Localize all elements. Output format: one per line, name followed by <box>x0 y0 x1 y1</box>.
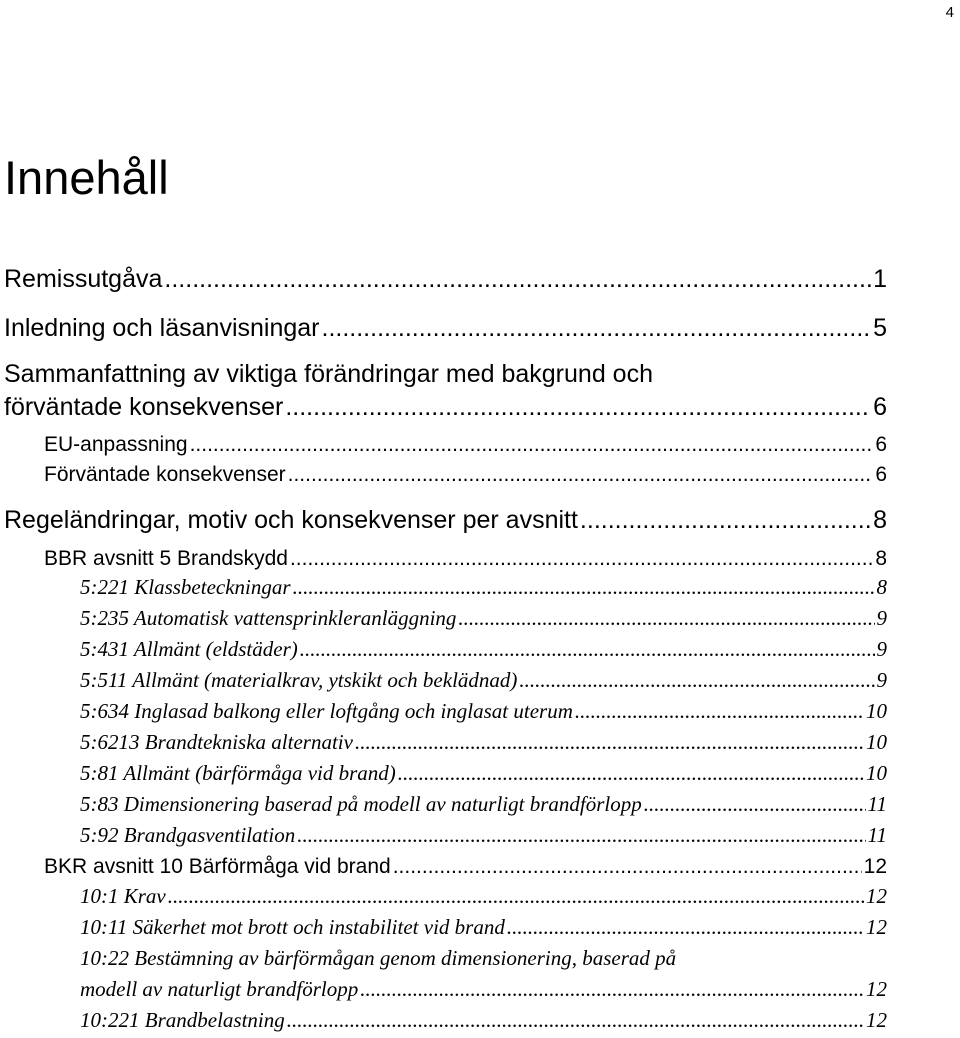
page-title: Innehåll <box>4 151 169 204</box>
toc-entry[interactable] <box>4 309 887 341</box>
toc-entry-page: 5 <box>873 314 887 342</box>
toc-entry-title: 5:221 Klassbeteckningar <box>80 575 291 599</box>
toc-leader-dots <box>580 508 871 533</box>
toc-entry-title: 5:81 Allmänt (bärförmåga vid brand) <box>80 761 396 785</box>
toc-entry-page: 6 <box>875 463 887 486</box>
toc-entry[interactable] <box>80 906 887 938</box>
toc-leader-dots <box>287 1010 864 1031</box>
toc-entry-title: 10:221 Brandbelastning <box>80 1008 285 1032</box>
toc-leader-dots <box>300 639 875 660</box>
toc-entry-title: 5:83 Dimensionering baserad på modell av naturligt brandförlopp <box>80 792 642 816</box>
toc-entry-page: 10 <box>866 730 887 754</box>
toc-entry-page: 11 <box>867 792 887 816</box>
toc-entry-page: 12 <box>863 855 887 878</box>
toc-entry[interactable] <box>80 783 887 815</box>
toc-entry-title: modell av naturligt brandförlopp <box>80 977 359 1001</box>
toc-entry[interactable] <box>80 690 887 722</box>
toc-leader-dots <box>168 886 864 907</box>
toc-entry-page: 10 <box>866 761 887 785</box>
toc-entry-title: 5:431 Allmänt (eldstäder) <box>80 637 298 661</box>
toc-entry[interactable] <box>4 260 887 292</box>
toc-entry-title: förväntade konsekvenser <box>4 393 284 421</box>
toc-entry-page: 1 <box>873 265 887 293</box>
toc-entry-title: BBR avsnitt 5 Brandskydd <box>44 547 288 570</box>
toc-entry-title: 10:1 Krav <box>80 884 166 908</box>
toc-entry-title: 10:22 Bestämning av bärförmågan genom dimensionering, baserad på <box>80 946 677 970</box>
toc-entry-page: 8 <box>876 575 887 599</box>
toc-leader-dots <box>398 763 864 784</box>
toc-entry[interactable] <box>80 814 887 846</box>
toc-entry[interactable] <box>80 937 887 969</box>
toc-leader-dots <box>288 464 874 485</box>
toc-entry-page: 6 <box>875 433 887 456</box>
toc-entry-page: 12 <box>866 915 887 939</box>
toc-entry-title: 5:235 Automatisk vattensprinkleranläggning <box>80 606 457 630</box>
toc-entry-title: Sammanfattning av viktiga förändringar med bakgrund och <box>4 360 653 388</box>
toc-entry-title: 5:92 Brandgasventilation <box>80 823 296 847</box>
toc-entry-page: 9 <box>876 606 887 630</box>
toc-leader-dots <box>575 701 864 722</box>
toc-entry-page: 10 <box>866 699 887 723</box>
toc-leader-dots <box>507 917 864 938</box>
toc-entry[interactable] <box>80 597 887 629</box>
toc-entry-page: 11 <box>867 823 887 847</box>
toc-leader-dots <box>644 794 866 815</box>
toc-entry[interactable] <box>4 501 887 533</box>
toc-entry-title: EU-anpassning <box>44 433 188 456</box>
toc-entry[interactable] <box>80 875 887 907</box>
toc-leader-dots <box>297 825 865 846</box>
toc-leader-dots <box>519 670 874 691</box>
toc-leader-dots <box>393 856 862 877</box>
toc-leader-dots <box>164 267 871 292</box>
toc-entry[interactable] <box>44 537 887 569</box>
toc-entry-page: 9 <box>876 637 887 661</box>
toc-entry[interactable] <box>4 355 887 387</box>
toc-entry-title: 5:634 Inglasad balkong eller loftgång och inglasat uterum <box>80 699 573 723</box>
toc-entry-title: 5:511 Allmänt (materialkrav, ytskikt och beklädnad) <box>80 668 518 692</box>
toc-leader-dots <box>355 732 864 753</box>
toc-entry[interactable] <box>80 628 887 660</box>
toc-entry[interactable] <box>80 566 887 598</box>
toc-entry-title: Remissutgåva <box>4 265 163 293</box>
toc-entry-page: 12 <box>866 977 887 1001</box>
toc-entry[interactable] <box>44 423 887 455</box>
toc-entry[interactable] <box>80 999 887 1031</box>
toc-leader-dots <box>360 979 864 1000</box>
toc-entry[interactable] <box>4 388 887 420</box>
toc-leader-dots <box>190 434 874 455</box>
toc-entry-title: Inledning och läsanvisningar <box>4 314 320 342</box>
toc-leader-dots <box>322 316 872 341</box>
toc-entry[interactable] <box>80 659 887 691</box>
toc-entry-page: 12 <box>866 1008 887 1032</box>
toc-entry[interactable] <box>80 968 887 1000</box>
toc-entry-title: 10:11 Säkerhet mot brott och instabilitet vid brand <box>80 915 505 939</box>
page-number: 4 <box>945 4 954 21</box>
toc-entry[interactable] <box>80 721 887 753</box>
toc-entry-title: Förväntade konsekvenser <box>44 463 286 486</box>
toc-leader-dots <box>293 577 875 598</box>
toc-entry-title: 5:6213 Brandtekniska alternativ <box>80 730 353 754</box>
toc-leader-dots <box>285 395 871 420</box>
toc-entry-page: 12 <box>866 884 887 908</box>
toc-entry-page: 8 <box>875 547 887 570</box>
toc-entry-title: Regeländringar, motiv och konsekvenser per avsnitt <box>4 506 578 534</box>
toc-entry-page: 6 <box>873 393 887 421</box>
toc-entry[interactable] <box>80 752 887 784</box>
toc-entry[interactable] <box>44 845 887 877</box>
toc-entry-page: 9 <box>876 668 887 692</box>
toc-entry-title: BKR avsnitt 10 Bärförmåga vid brand <box>44 855 391 878</box>
toc-entry[interactable] <box>44 453 887 485</box>
toc-leader-dots <box>458 608 874 629</box>
toc-entry-page: 8 <box>873 506 887 534</box>
